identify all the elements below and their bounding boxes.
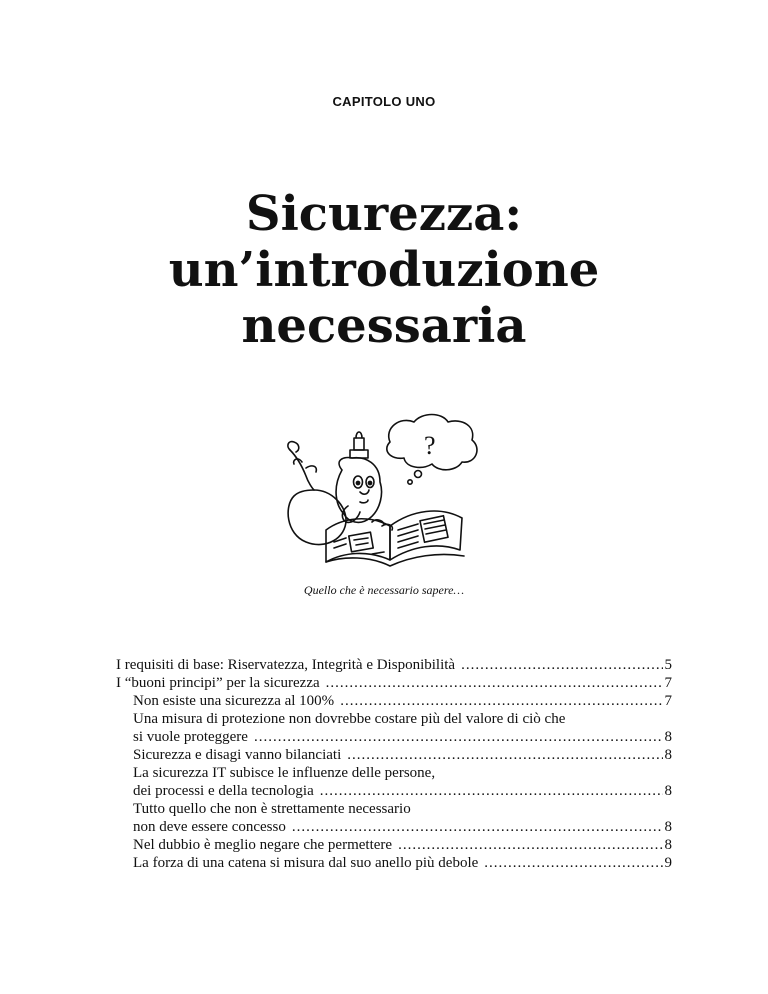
table-of-contents: [116, 656, 672, 872]
toc-leader-dots: [398, 836, 662, 854]
toc-entry-text: Sicurezza e disagi vanno bilanciati: [133, 747, 342, 763]
toc-leader-dots: [461, 656, 662, 674]
toc-entry[interactable]: [116, 818, 672, 836]
chapter-title: [0, 186, 768, 354]
toc-leader-dots: [292, 818, 663, 836]
chapter-label: CAPITOLO UNO: [332, 94, 436, 109]
toc-entry-continued[interactable]: [116, 800, 672, 818]
thought-bubble-question-mark: ?: [424, 431, 436, 460]
bulb-character-reading-book-icon: [272, 410, 502, 580]
toc-entry-page: 5: [664, 657, 672, 673]
toc-entry-page: 9: [664, 855, 672, 871]
toc-entry-text: non deve essere concesso: [133, 819, 286, 835]
toc-entry[interactable]: [116, 836, 672, 854]
toc-entry[interactable]: [116, 674, 672, 692]
toc-entry-page: 7: [664, 675, 672, 691]
toc-leader-dots: [347, 746, 662, 764]
toc-entry-text: si vuole proteggere: [133, 729, 248, 745]
toc-entry-text: Una misura di protezione non dovrebbe costare più del valore di ciò che: [133, 711, 566, 727]
toc-leader-dots: [484, 854, 662, 872]
toc-entry-text: Nel dubbio è meglio negare che permettere: [133, 837, 393, 853]
toc-entry-text: dei processi e della tecnologia: [133, 783, 314, 799]
chapter-title-line-3: necessaria: [241, 298, 527, 354]
toc-entry-text: I “buoni principi” per la sicurezza: [116, 675, 320, 691]
toc-entry[interactable]: [116, 782, 672, 800]
toc-entry-continued[interactable]: [116, 764, 672, 782]
toc-entry[interactable]: [116, 746, 672, 764]
toc-entry-text: La forza di una catena si misura dal suo anello più debole: [133, 855, 479, 871]
toc-entry-continued[interactable]: [116, 710, 672, 728]
toc-leader-dots: [326, 674, 663, 692]
toc-entry-text: Non esiste una sicurezza al 100%: [133, 693, 335, 709]
chapter-subtitle: Quello che è necessario sapere…: [303, 583, 465, 597]
toc-entry[interactable]: [116, 728, 672, 746]
chapter-title-line-1: Sicurezza:: [245, 186, 523, 242]
toc-entry-text: Tutto quello che non è strettamente necessario: [133, 801, 411, 817]
toc-entry-page: 8: [664, 747, 672, 763]
toc-entry-page: 8: [664, 819, 672, 835]
toc-entry[interactable]: [116, 854, 672, 872]
toc-entry-page: 8: [664, 783, 672, 799]
toc-leader-dots: [254, 728, 663, 746]
toc-entry[interactable]: [116, 656, 672, 674]
chapter-title-line-2: un’introduzione: [168, 242, 600, 298]
toc-leader-dots: [340, 692, 662, 710]
toc-leader-dots: [320, 782, 663, 800]
toc-entry-page: 7: [664, 693, 672, 709]
toc-entry-page: 8: [664, 729, 672, 745]
toc-entry-text: La sicurezza IT subisce le influenze delle persone,: [133, 765, 436, 781]
toc-entry[interactable]: [116, 692, 672, 710]
toc-entry-text: I requisiti di base: Riservatezza, Integrità e Disponibilità: [116, 657, 456, 673]
toc-entry-page: 8: [664, 837, 672, 853]
